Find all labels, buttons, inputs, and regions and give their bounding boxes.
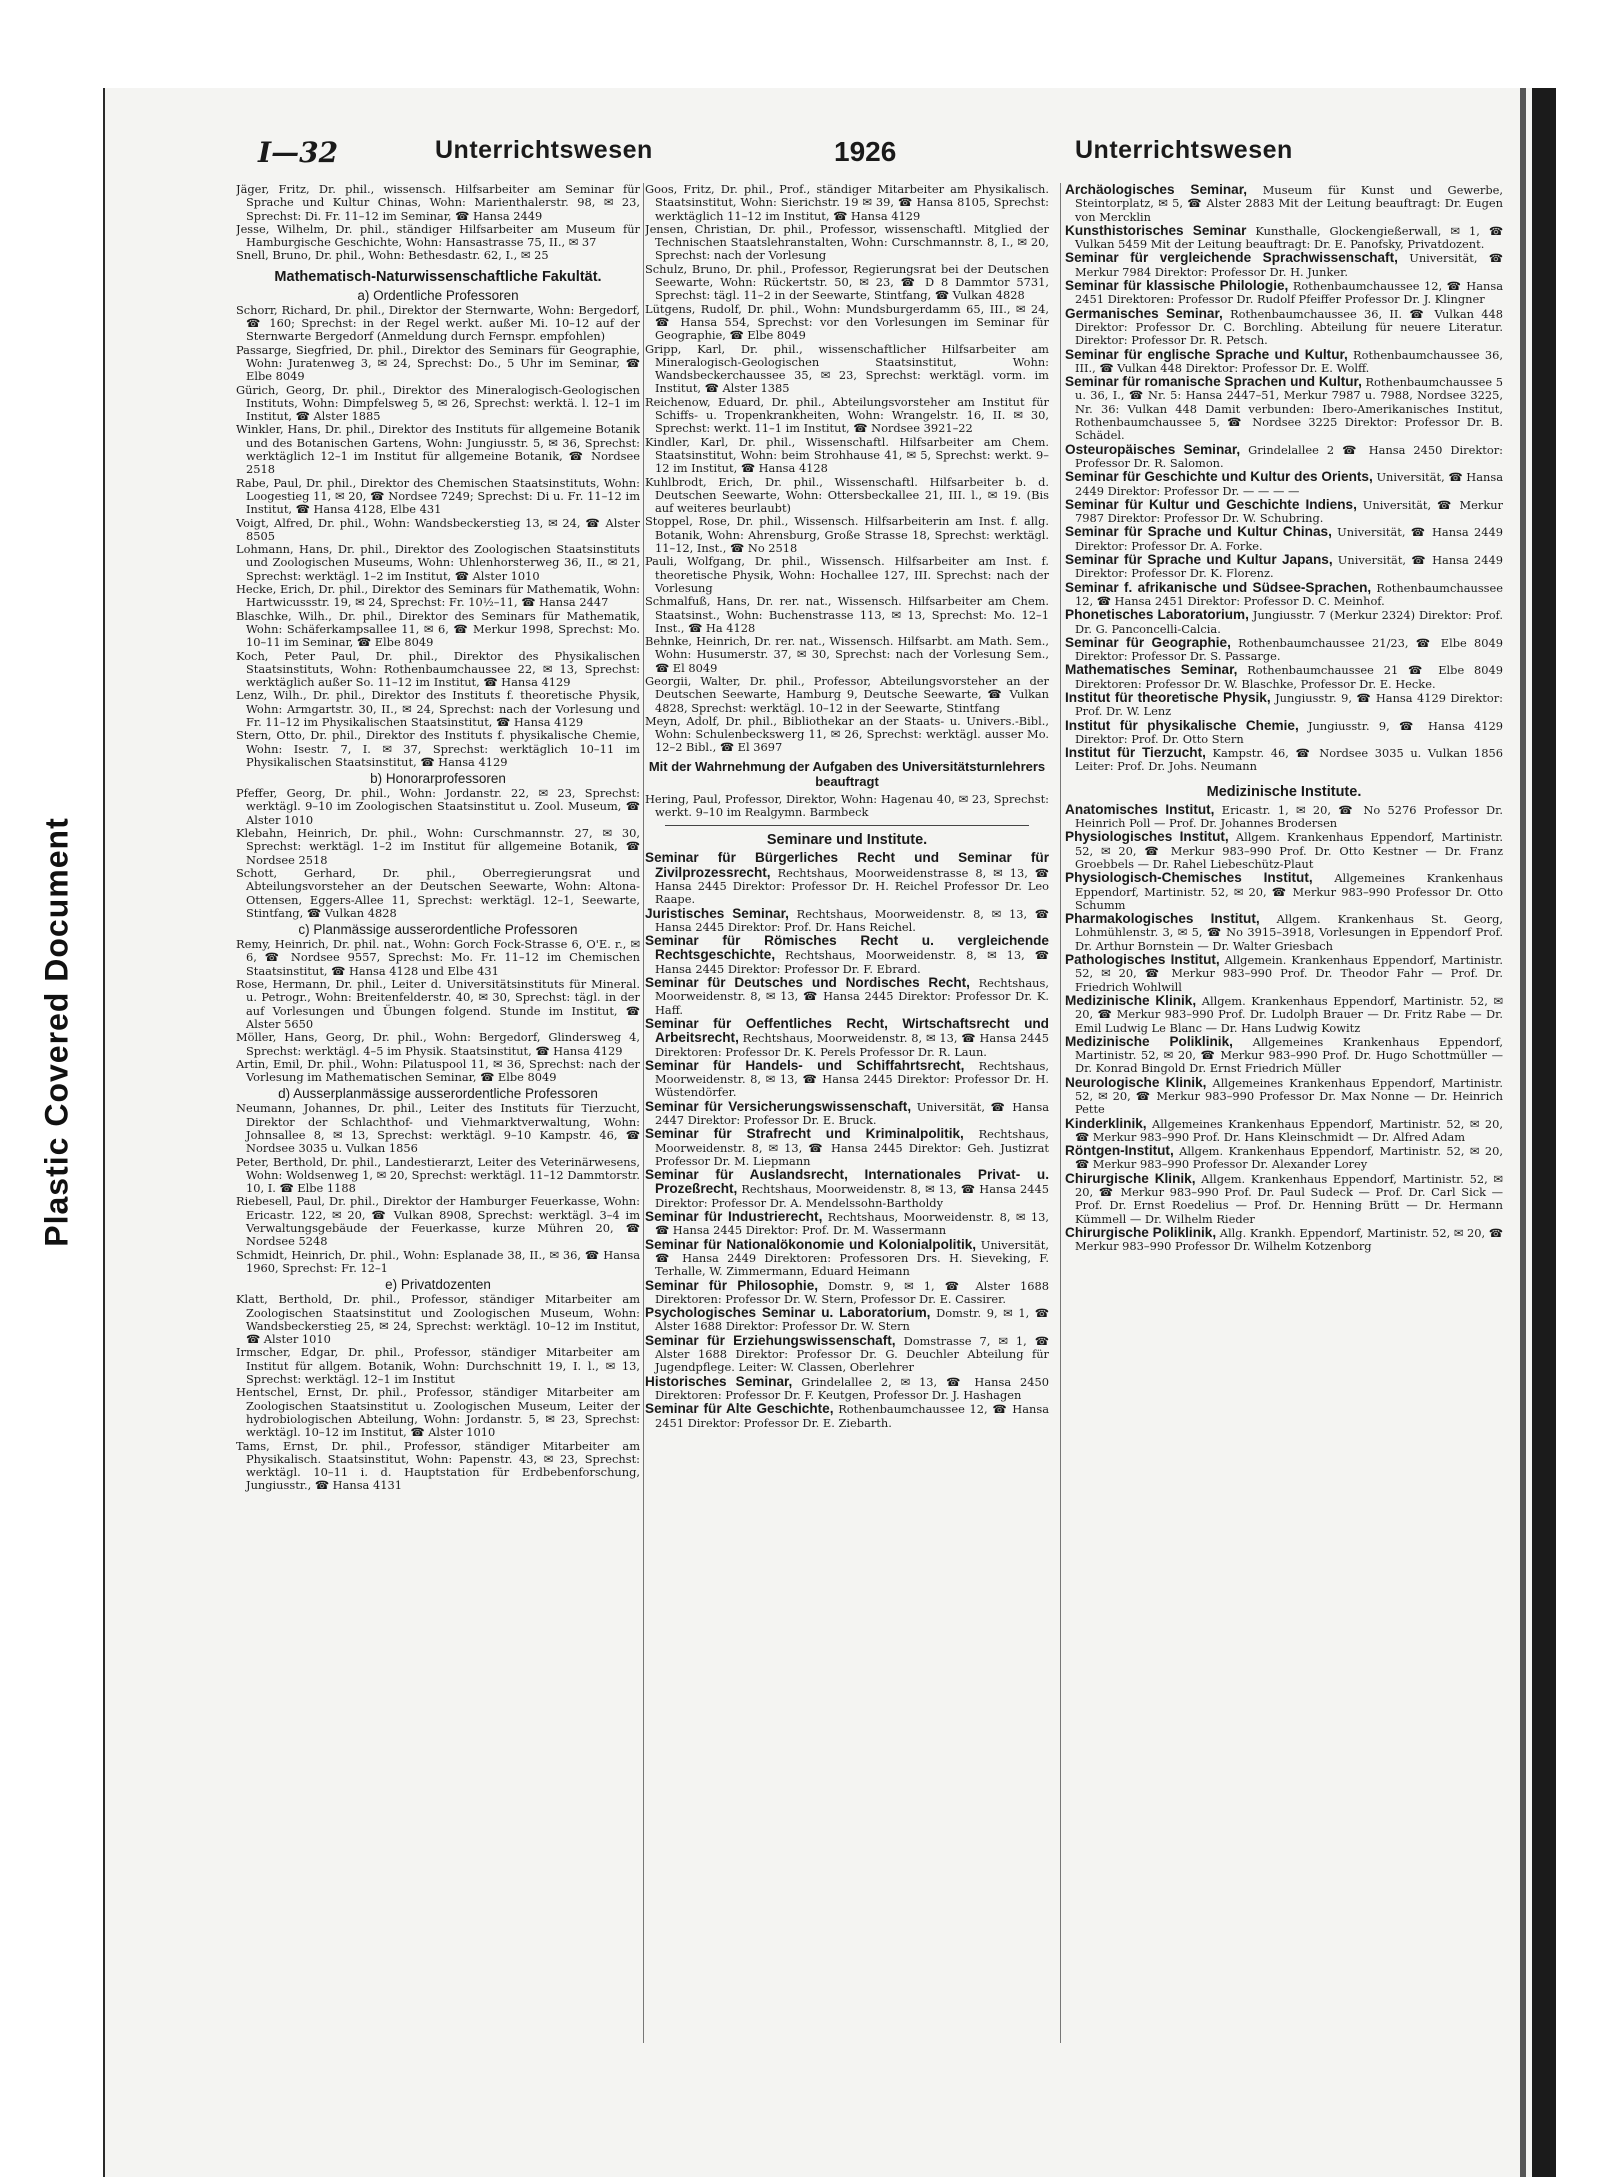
seminar-entry-title: Seminar für Industrierecht, (645, 1209, 823, 1225)
column-rule (643, 183, 644, 2043)
seminar-entry (645, 1059, 1049, 1100)
directory-entry: Schmalfuß, Hans, Dr. rer. nat., Wissensch. Hilfsarbeiter am Chem. Staatsinst., Wohn: Buchenstrasse 113, ✉ 13, Sprechst: Mo. 12–1 Inst., ☎ Ha 4128 (645, 594, 1049, 635)
medical-institute-entry-details: Ericastr. 1, ✉ 20, ☎ No 5276 Professor Dr. Heinrich Poll — Prof. Dr. Johannes Brodersen (1075, 802, 1503, 831)
professor-entry: Koch, Peter Paul, Dr. phil., Direktor des Physikalischen Staatsinstituts, Wohn: Rothenbaumchaussee 22, ✉ 13, Sprechst: werktäglich außer So. 11–12 im Institut, ☎ Hansa 4129 (236, 648, 640, 690)
plastic-covered-stamp: Plastic Covered Document (38, 817, 75, 1247)
medical-institute-entry-details: Allg. Krankh. Eppendorf, Martinistr. 52, ✉ 20, ☎ Merkur 983–990 Professor Dr. Wilhelm Kotzenborg (1075, 1225, 1503, 1254)
professor-entry: Neumann, Johannes, Dr. phil., Leiter des Instituts für Tierzucht, Direktor der Schlachthof- und Viehmarktverwaltung, Wohn: Johnsallee 8, ✉ 13, Sprechst: werktägl. 9–10 Kampstr. 46, ☎ Nordsee 3035 u. Vulkan 1856 (236, 1101, 640, 1156)
institute-entry-title: Institut für Tierzucht, (1065, 745, 1206, 761)
institute-entry (1065, 691, 1503, 719)
institute-entry-details: Rothenbaumchaussee 5 u. 36, I., ☎ Nr. 5: Hansa 2447–51, Merkur 7987 u. 7988, Nordsee 3225, Nr. 36: Vulkan 448 Damit verbunden: Ibero-Amerikanisches Institut, Rothenbaumchaussee 5, ☎ Nordsee 3225 Direktor: Professor Dr. B. Schädel. (1075, 375, 1503, 443)
seminar-entry-title: Historisches Seminar, (645, 1373, 793, 1389)
professor-entry: Schott, Gerhard, Dr. phil., Oberregierungsrat und Abteilungsvorsteher an der Deutschen Seewarte, Wohn: Altona-Ottensen, Eggers-Allee 11, Sprechst: werktägl. 12–1, Seewarte, Stintfang, ☎ Vulkan 4828 (236, 865, 640, 920)
seminar-entry (645, 1168, 1049, 1210)
institute-entry (1065, 746, 1503, 774)
running-title-right: Unterrichtswesen (1075, 136, 1293, 164)
institute-entry-details: Kampstr. 46, ☎ Nordsee 3035 u. Vulkan 1856 Leiter: Prof. Dr. Johs. Neumann (1075, 746, 1503, 774)
medical-institute-entry-title: Kinderklinik, (1065, 1115, 1147, 1131)
column-rule (1060, 183, 1061, 2043)
privatdozent-entry: Tams, Ernst, Dr. phil., Professor, ständiger Mitarbeiter am Physikalisch. Staatsinstitut, Wohn: Papenstr. 43, ✉ 23, Sprechst: werktägl. 10–11 i. d. Hauptstation für Erdbebenforschung, Jungiusstr., ☎ Hansa 4131 (236, 1438, 640, 1493)
professor-entry: Voigt, Alfred, Dr. phil., Wohn: Wandsbeckerstieg 13, ✉ 24, ☎ Alster 8505 (236, 515, 640, 543)
professor-entry: Gürich, Georg, Dr. phil., Direktor des Mineralogisch-Geologischen Instituts, Wohn: Dimpfelsweg 5, ✉ 26, Sprechst: werktä. l. 12–1 im Institut, ☎ Alster 1885 (236, 382, 640, 424)
seminar-entry (645, 976, 1049, 1017)
seminars-heading: Seminare und Institute. (766, 832, 928, 849)
institute-entry-details: Universität, ☎ Hansa 2449 Direktor: Professor Dr. K. Florenz. (1075, 553, 1503, 581)
seminar-entry (645, 1238, 1049, 1279)
medical-institute-entry (1065, 803, 1503, 831)
professor-entry: Schmidt, Heinrich, Dr. phil., Wohn: Esplanade 38, II., ✉ 36, ☎ Hansa 1960, Sprechst: Fr. 12–1 (236, 1247, 640, 1275)
medical-institute-entry-details: Allgem. Krankenhaus Eppendorf, Martinistr. 52, ✉ 20, ☎ Merkur 983–990 Prof. Dr. Paul Sudeck — Prof. Dr. Carl Sick — Prof. Dr. Ernst Roedelius — Prof. Dr. Henning Brütt — Dr. Hermann Kümmell — Dr. Wilhelm Rieder (1075, 1171, 1503, 1226)
medical-institute-entry-details: Allgemeines Krankenhaus Eppendorf, Martinistr. 52, ✉ 20, ☎ Merkur 983–990 Prof. Dr. Hugo Schottmüller — Dr. Konrad Bingold Dr. Ernst Friedrich Müller (1075, 1034, 1503, 1076)
seminar-entry-details: Domstr. 9, ✉ 1, ☎ Alster 1688 Direktor: Professor Dr. W. Stern (655, 1306, 1049, 1334)
directory-entry: Goos, Fritz, Dr. phil., Prof., ständiger Mitarbeiter am Physikalisch. Staatsinstitut, Wohn: Sierichstr. 19 ✉ 39, ☎ Hansa 8105, Sprechst: werktäglich 11–12 im Institut, ☎ Hansa 4129 (645, 183, 1049, 223)
institute-entry-title: Germanisches Seminar, (1065, 305, 1223, 321)
medical-institute-entry (1065, 1172, 1503, 1226)
institute-entry-title: Seminar für Sprache und Kultur Japans, (1065, 552, 1333, 568)
professor-entry: Winkler, Hans, Dr. phil., Direktor des Instituts für allgemeine Botanik und des Botanischen Gartens, Wohn: Jungiusstr. 5, ✉ 36, Sprechst: werktäglich 12–1 im Institut für allgemeine Botanik, ☎ Nordsee 2518 (236, 422, 640, 477)
directory-entry: Jesse, Wilhelm, Dr. phil., ständiger Hilfsarbeiter am Museum für Hamburgische Geschichte, Wohn: Hansastrasse 75, II., ✉ 37 (236, 221, 640, 250)
institute-entry-details: Universität, ☎ Merkur 7984 Direktor: Professor Dr. H. Junker. (1075, 251, 1503, 279)
seminar-entry-details: Rechtshaus, Moorweidenstr. 8, ✉ 13, ☎ Hansa 2445 Direktor: Professor Dr. K. Haff. (655, 976, 1049, 1017)
institute-entry (1065, 443, 1503, 471)
year-heading: 1926 (834, 136, 897, 167)
seminar-entry (645, 1375, 1049, 1403)
institute-entry-title: Seminar für romanische Sprachen und Kultur, (1065, 374, 1362, 390)
institute-entry (1065, 525, 1503, 553)
section-d-heading: d) Ausserplanmässige ausserordentliche Professoren (278, 1086, 598, 1102)
medical-institute-entry (1065, 1117, 1503, 1145)
medical-institute-entry (1065, 1226, 1503, 1254)
medical-institute-entry-details: Allgem. Krankenhaus Eppendorf, Martinistr. 52, ✉ 20, ☎ Merkur 983–990 Professor Dr. Alexander Lorey (1075, 1144, 1503, 1172)
institute-entry-details: Rothenbaumchaussee 12, ☎ Hansa 2451 Direktor: Professor D. C. Meinhof. (1075, 580, 1503, 608)
medical-institute-entry-title: Neurologische Klinik, (1065, 1074, 1207, 1090)
seminar-entry-title: Seminar für Erziehungswissenschaft, (645, 1332, 896, 1348)
seminar-entry-details: Rechtshaus, Moorweidenstr. 8, ✉ 13, ☎ Hansa 2445 Direktor: Professor Dr. H. Wüstendörfer. (655, 1058, 1049, 1100)
institute-entry (1065, 581, 1503, 609)
seminar-entry-title: Seminar für Oeffentliches Recht, Wirtschaftsrecht und Arbeitsrecht, (645, 1015, 1049, 1046)
institute-entry-title: Archäologisches Seminar, (1065, 183, 1248, 197)
directory-entry: Lütgens, Rudolf, Dr. phil., Wohn: Mundsburgerdamm 65, III., ✉ 24, ☎ Hansa 554, Sprechst: vor den Vorlesungen im Seminar für Geographie, ☎ Elbe 8049 (645, 301, 1049, 343)
medical-institute-entry-details: Allgem. Krankenhaus St. Georg, Lohmühlenstr. 3, ✉ 5, ☎ No 3915–3918, Vorlesungen in Eppendorf Prof. Dr. Arthur Bornstein — Dr. Walter Griesbach (1075, 912, 1503, 953)
directory-entry: Behnke, Heinrich, Dr. rer. nat., Wissensch. Hilfsarbt. am Math. Sem., Wohn: Husumerstr. 37, ✉ 30, Sprechst: nach der Vorlesung Sem., ☎ El 8049 (645, 634, 1049, 675)
institute-entry-title: Kunsthistorisches Seminar (1065, 222, 1247, 238)
seminar-entry-details: Domstrasse 7, ✉ 1, ☎ Alster 1688 Direktor: Professor Dr. G. Deuchler Abteilung für Jugendpflege. Leiter: W. Classen, Oberlehrer (655, 1333, 1049, 1375)
medical-institute-entry (1065, 871, 1503, 912)
seminar-entry (645, 934, 1049, 976)
seminar-entry-details: Grindelallee 2, ✉ 13, ☎ Hansa 2450 Direktoren: Professor Dr. F. Keutgen, Professor Dr. J. Hashagen (655, 1374, 1049, 1402)
medical-institute-entry-details: Allgemeines Krankenhaus Eppendorf, Martinistr. 52, ✉ 20, ☎ Merkur 983–990 Professor Dr. Max Nonne — Dr. Heinrich Pette (1075, 1075, 1503, 1117)
professor-entry: Rose, Hermann, Dr. phil., Leiter d. Universitätsinstituts für Mineral. u. Petrogr., Wohn: Breitenfelderstr. 40, ✉ 30, Sprechst: tägl. in der auf Vorlesungen und Übungen folgend. Stunde im Institut, ☎ Alster 5650 (236, 977, 640, 1031)
directory-entry: Pauli, Wolfgang, Dr. phil., Wissensch. Hilfsarbeiter am Inst. f. theoretische Physik, Wohn: Hochallee 127, III. Sprechst: nach der Vorlesung (645, 554, 1049, 595)
professor-entry: Schorr, Richard, Dr. phil., Direktor der Sternwarte, Wohn: Bergedorf, ☎ 160; Sprechst: in der Regel werkt. außer Mi. 10–12 auf der Sternwarte Bergedorf (Anmeldung durch Fernspr. empfohlen) (236, 302, 640, 344)
directory-entry: Hering, Paul, Professor, Direktor, Wohn: Hagenau 40, ✉ 23, Sprechst: werkt. 9–10 im Realgymn. Barmbeck (645, 791, 1049, 820)
professor-entry: Lohmann, Hans, Dr. phil., Direktor des Zoologischen Staatsinstituts und Zoologischen Museums, Wohn: Uhlenhorsterweg 36, II., ✉ 21, Sprechst: werktägl. 1–2 im Institut, ☎ Alster 1010 (236, 542, 640, 583)
directory-entry: Kuhlbrodt, Erich, Dr. phil., Wissenschaftl. Hilfsarbeiter b. d. Deutschen Seewarte, Wohn: Ottersbeckallee 21, III. l., ✉ 19. (Bis auf weiteres beurlaubt) (645, 474, 1049, 516)
institute-entry-title: Mathematisches Seminar, (1065, 662, 1238, 678)
medical-institute-entry-details: Allgemeines Krankenhaus Eppendorf, Martinistr. 52, ✉ 20, ☎ Merkur 983–990 Prof. Dr. Hans Kleinschmidt — Dr. Alfred Adam (1075, 1116, 1503, 1144)
institute-entry-title: Seminar für Kultur und Geschichte Indiens, (1065, 496, 1357, 512)
institute-entry-details: Grindelallee 2 ☎ Hansa 2450 Direktor: Professor Dr. R. Salomon. (1075, 442, 1503, 470)
section-e-heading: e) Privatdozenten (385, 1277, 491, 1293)
medical-institute-entry (1065, 830, 1503, 871)
institute-entry (1065, 608, 1503, 636)
institute-entry-details: Rothenbaumchaussee 36, II. ☎ Vulkan 448 Direktor: Professor Dr. C. Borchling. Abteilung für neuere Literatur. Direktor: Professor Dr. R. Petsch. (1075, 306, 1503, 348)
institute-entry-title: Institut für theoretische Physik, (1065, 689, 1271, 705)
seminar-entry-title: Seminar für Bürgerliches Recht und Seminar für Zivilprozessrecht, (645, 850, 1049, 880)
institute-entry-details: Jungiusstr. 9, ☎ Hansa 4129 Direktor: Prof. Dr. W. Lenz (1075, 690, 1503, 719)
section-c-heading: c) Planmässige ausserordentliche Professoren (298, 922, 578, 938)
seminar-entry-title: Seminar für Alte Geschichte, (645, 1401, 834, 1417)
medical-institute-entry (1065, 1144, 1503, 1172)
professor-entry: Stern, Otto, Dr. phil., Direktor des Instituts f. physikalische Chemie, Wohn: Isestr. 7, I. ✉ 37, Sprechst: werktäglich 10–11 im Physikalischen Staatsinstitut, ☎ Hansa 4129 (236, 728, 640, 769)
professor-entry: Pfeffer, Georg, Dr. phil., Wohn: Jordanstr. 22, ✉ 23, Sprechst: werktägl. 9–10 im Zoologischen Staatsinstitut u. Zool. Museum, ☎ Alster 1010 (236, 786, 640, 827)
directory-entry: Jensen, Christian, Dr. phil., Professor, wissenschaftl. Mitglied der Technischen Staatslehranstalten, Wohn: Curschmannstr. 8, I., ✉ 20, Sprechst: nach der Vorlesung (645, 221, 1049, 263)
professor-entry: Artin, Emil, Dr. phil., Wohn: Pilatuspool 11, ✉ 36, Sprechst: nach der Vorlesung im Mathematischen Seminar, ☎ Elbe 8049 (236, 1056, 640, 1085)
institute-entry-details: Jungiusstr. 7 (Merkur 2324) Direktor: Prof. Dr. G. Panconcelli-Calcia. (1075, 608, 1503, 636)
professor-entry: Peter, Berthold, Dr. phil., Landestierarzt, Leiter des Veterinärwesens, Wohn: Woldsenweg 1, ✉ 20, Sprechst: werktägl. 11–12 Dammtorstr. 10, I. ☎ Elbe 1188 (236, 1154, 640, 1196)
institute-entry-details: Universität, ☎ Hansa 2449 Direktor: Professor Dr. A. Forke. (1075, 525, 1503, 553)
seminar-entry (645, 1279, 1049, 1307)
institute-entry (1065, 470, 1503, 498)
institute-entry-title: Institut für physikalische Chemie, (1065, 717, 1299, 733)
institute-entry (1065, 307, 1503, 348)
directory-entry: Meyn, Adolf, Dr. phil., Bibliothekar an der Staats- u. Univers.-Bibl., Wohn: Schulenbeckswerg 11, ✉ 26, Sprechst: werktägl. ausser Mo. 12–2 Bibl., ☎ El 3697 (645, 713, 1049, 755)
institute-entry-title: Seminar für klassische Philologie, (1065, 278, 1289, 294)
institute-entry-details: Museum für Kunst und Gewerbe, Steintorplatz, ✉ 5, ☎ Alster 2883 Mit der Leitung beauftragt: Dr. Eugen von Mercklin (1075, 183, 1503, 224)
directory-entry: Schulz, Bruno, Dr. phil., Professor, Regierungsrat bei der Deutschen Seewarte, Wohn: Rückertstr. 50, ✉ 23, ☎ D 8 Dammtor 5731, Sprechst: tägl. 11–2 in der Seewarte, Stintfang, ☎ Vulkan 4828 (645, 261, 1049, 303)
institute-entry-title: Osteuropäisches Seminar, (1065, 441, 1241, 457)
seminar-entry-title: Seminar für Versicherungswissenschaft, (645, 1098, 912, 1114)
directory-entry: Gripp, Karl, Dr. phil., wissenschaftlicher Hilfsarbeiter am Mineralogisch-Geologischen Staatsinstitut, Wohn: Wandsbeckerchaussee 35, ✉ 23, Sprechst: werktägl. vorm. im Institut, ☎ Alster 1385 (645, 341, 1049, 396)
directory-entry: Georgii, Walter, Dr. phil., Professor, Abteilungsvorsteher an der Deutschen Seewarte, Hamburg 9, Deutsche Seewarte, ☎ Vulkan 4828, Sprechst: werktägl. 10–12 in der Seewarte, Stintfang (645, 673, 1049, 715)
institute-entry (1065, 348, 1503, 376)
medical-institute-entry-title: Medizinische Klinik, (1065, 992, 1197, 1008)
medical-institute-entry-title: Physiologisch-Chemisches Institut, (1065, 870, 1313, 886)
seminar-entry (645, 1100, 1049, 1128)
professor-entry: Klebahn, Heinrich, Dr. phil., Wohn: Curschmannstr. 27, ✉ 30, Sprechst: werktägl. 1–2 im Institut für allgemeine Botanik, ☎ Nordsee 2518 (236, 826, 640, 867)
seminar-entry-title: Juristisches Seminar, (645, 905, 789, 921)
institute-entry-title: Seminar für vergleichende Sprachwissenschaft, (1065, 250, 1398, 266)
seminar-entry-details: Rechtshaus, Moorweidenstr. 8, ✉ 13, ☎ Hansa 2445 Direktor: Prof. Dr. M. Wassermann (655, 1210, 1049, 1238)
directory-entry: Reichenow, Eduard, Dr. phil., Abteilungsvorsteher am Institut für Schiffs- u. Tropenkrankheiten, Wohn: Wrangelstr. 16, II. ✉ 30, Sprechst: werkt. 11–1 im Institut, ☎ Nordsee 3921–22 (645, 394, 1049, 436)
institute-entry-title: Seminar für Geographie, (1065, 634, 1231, 650)
medical-institute-entry-details: Allgemeines Krankenhaus Eppendorf, Martinistr. 52, ✉ 20, ☎ Merkur 983–990 Professor Dr. Otto Schumm (1075, 871, 1503, 912)
medical-institute-entry-title: Chirurgische Poliklinik, (1065, 1224, 1217, 1240)
seminar-entry-title: Seminar für Strafrecht und Kriminalpolitik, (645, 1126, 964, 1142)
seminar-entry-title: Seminar für Nationalökonomie und Kolonialpolitik, (645, 1236, 977, 1252)
institute-entry-details: Rothenbaumchaussee 21 ☎ Elbe 8049 Direktoren: Professor Dr. W. Blaschke, Professor Dr. E. Hecke. (1075, 663, 1503, 691)
professor-entry: Möller, Hans, Georg, Dr. phil., Wohn: Bergedorf, Glindersweg 4, Sprechst: werktägl. 4–5 im Physik. Staatsinstitut, ☎ Hansa 4129 (236, 1030, 640, 1058)
seminar-entry (645, 907, 1049, 935)
seminar-entry-details: Rechtshaus, Moorweidenstrasse 8, ✉ 13, ☎ Hansa 2445 Direktor: Professor Dr. H. Reichel Professor Dr. Leo Raape. (655, 865, 1049, 907)
privatdozent-entry: Klatt, Berthold, Dr. phil., Professor, ständiger Mitarbeiter am Zoologischen Staatsinstitut und Zoologischen Museum, Wohn: Wandsbeckerstieg 25, ✉ 24, Sprechst: werktägl. 10–12 im Institut, ☎ Alster 1010 (236, 1292, 640, 1347)
institute-entry-title: Seminar für Sprache und Kultur Chinas, (1065, 524, 1332, 540)
seminar-entry-details: Rechtshaus, Moorweidenstr. 8, ✉ 13, ☎ Hansa 2445 Direktor: Professor Dr. F. Ebrard. (655, 948, 1049, 976)
section-b-heading: b) Honorarprofessoren (370, 771, 506, 787)
seminar-entry-details: Rechtshaus, Moorweidenstr. 8, ✉ 13, ☎ Hansa 2445 Direktor: Prof. Dr. Hans Reichel. (655, 906, 1049, 934)
directory-entry: Jäger, Fritz, Dr. phil., wissensch. Hilfsarbeiter am Seminar für Sprache und Kultur Chinas, Wohn: Marienthalerstr. 98, ✉ 23, Sprechst: Di. Fr. 11–12 im Seminar, ☎ Hansa 2449 (236, 183, 640, 223)
directory-entry: Kindler, Karl, Dr. phil., Wissenschaftl. Hilfsarbeiter am Chem. Staatsinstitut, Wohn: beim Strohhause 41, ✉ 5, Sprechst: werkt. 9–12 im Institut, ☎ Hansa 4128 (645, 434, 1049, 476)
medical-institute-entry-title: Medizinische Poliklinik, (1065, 1033, 1233, 1049)
institute-entry (1065, 183, 1503, 224)
page-number: I—32 (258, 136, 339, 169)
institute-entry-title: Phonetisches Laboratorium, (1065, 607, 1249, 623)
medical-institute-entry-title: Röntgen-Institut, (1065, 1143, 1174, 1159)
institute-entry (1065, 663, 1503, 691)
institute-entry-details: Rothenbaumchaussee 12, ☎ Hansa 2451 Direktoren: Professor Dr. Rudolf Pfeiffer Professor Dr. J. Klingner (1075, 279, 1503, 307)
seminar-entry (645, 1127, 1049, 1168)
professor-entry: Riebesell, Paul, Dr. phil., Direktor der Hamburger Feuerkasse, Wohn: Ericastr. 122, ✉ 20, ☎ Vulkan 8908, Sprechst: werktägl. 3–4 im Verwaltungsgebäude der Feuerkasse, kurze Mühren 20, ☎ Nordsee 5248 (236, 1194, 640, 1249)
medical-institute-entry-title: Anatomisches Institut, (1065, 801, 1215, 817)
institute-entry (1065, 719, 1503, 747)
medical-institute-entry (1065, 953, 1503, 994)
gymnastics-teacher-note: Mit der Wahrnehmung der Aufgaben des Universitätsturnlehrers beauftragt (648, 758, 1046, 789)
seminar-entry-title: Seminar für Handels- und Schiffahrtsrecht, (645, 1057, 965, 1073)
medical-institute-entry-details: Allgemein. Krankenhaus Eppendorf, Martinistr. 52, ✉ 20, ☎ Merkur 983–990 Prof. Dr. Theodor Fahr — Prof. Dr. Friedrich Wohlwill (1075, 953, 1503, 994)
institute-entry (1065, 636, 1503, 664)
running-title-left: Unterrichtswesen (435, 136, 653, 164)
institute-entry-details: Rothenbaumchaussee 36, III., ☎ Vulkan 448 Direktor: Professor Dr. E. Wolff. (1075, 347, 1503, 375)
medical-institute-entry-title: Physiologisches Institut, (1065, 829, 1229, 845)
professor-entry: Blaschke, Wilh., Dr. phil., Direktor des Seminars für Mathematik, Wohn: Schäferkampsallee 11, ✉ 6, ☎ Merkur 1998, Sprechst: Mo. 10–11 im Seminar, ☎ Elbe 8049 (236, 608, 640, 650)
seminar-entry-details: Universität, ☎ Hansa 2447 Direktor: Professor Dr. E. Bruck. (655, 1099, 1049, 1127)
seminar-entry-details: Universität, ☎ Hansa 2449 Direktoren: Professoren Drs. H. Sieveking, F. Terhalle, W. Zimmermann, Eduard Heimann (655, 1237, 1049, 1279)
seminar-entry (645, 1210, 1049, 1238)
medical-institutes-heading: Medizinische Institute. (1206, 783, 1362, 800)
institute-entry-details: Universität, ☎ Hansa 2449 Direktor: Professor Dr. — — — — (1075, 470, 1503, 498)
seminar-entry-details: Domstr. 9, ✉ 1, ☎ Alster 1688 Direktoren: Professor Dr. W. Stern, Professor Dr. E. Cassirer. (655, 1278, 1049, 1306)
institute-entry (1065, 251, 1503, 279)
seminar-entry-title: Seminar für Auslandsrecht, Internationales Privat- u. Prozeßrecht, (645, 1167, 1049, 1197)
column-3 (1065, 183, 1503, 2143)
seminar-entry (645, 1306, 1049, 1334)
seminar-entry (645, 851, 1049, 906)
institute-entry (1065, 498, 1503, 526)
medical-institute-entry (1065, 1035, 1503, 1076)
institute-entry (1065, 224, 1503, 252)
medical-institute-entry (1065, 912, 1503, 953)
seminar-entry-title: Seminar für Römisches Recht u. vergleichende Rechtsgeschichte, (645, 933, 1049, 963)
institute-entry-title: Seminar f. afrikanische und Südsee-Sprachen, (1065, 579, 1372, 595)
seminar-entry-details: Rechtshaus, Moorweidenstr. 8, ✉ 13, ☎ Hansa 2445 Direktor: Professor Dr. A. Mendelssohn-Bartholdy (655, 1182, 1049, 1210)
institute-entry-details: Rothenbaumchaussee 21/23, ☎ Elbe 8049 Direktor: Professor Dr. S. Passarge. (1075, 635, 1503, 664)
privatdozent-entry: Hentschel, Ernst, Dr. phil., Professor, ständiger Mitarbeiter am Zoologischen Staatsinstitut u. Zoologischen Museum, Leiter der hydrobiologischen Abteilung, Wohn: Jordanstr. 5, ✉ 23, Sprechst: werktägl. 10–12 im Institut, ☎ Alster 1010 (236, 1385, 640, 1440)
seminar-entry (645, 1017, 1049, 1059)
seminar-entry-details: Rothenbaumchaussee 12, ☎ Hansa 2451 Direktor: Professor Dr. E. Ziebarth. (655, 1402, 1049, 1430)
seminar-entry-title: Seminar für Deutsches und Nordisches Recht, (645, 975, 970, 991)
seminar-entry (645, 1402, 1049, 1430)
institute-entry-details: Kunsthalle, Glockengießerwall, ✉ 1, ☎ Vulkan 5459 Mit der Leitung beauftragt: Dr. E. Panofsky, Privatdozent. (1075, 223, 1503, 252)
directory-entry: Snell, Bruno, Dr. phil., Wohn: Bethesdastr. 62, I., ✉ 25 (236, 248, 549, 263)
seminar-entry-title: Psychologisches Seminar u. Laboratorium, (645, 1305, 931, 1321)
page-edge-binding (1532, 88, 1556, 2177)
seminar-entry-details: Rechtshaus, Moorweidenstr. 8, ✉ 13, ☎ Hansa 2445 Direktor: Geh. Justizrat Professor Dr. M. Liepmann (655, 1127, 1049, 1168)
institute-entry (1065, 375, 1503, 442)
professor-entry: Passarge, Siegfried, Dr. phil., Direktor des Seminars für Geographie, Wohn: Juratenweg 3, ✉ 24, Sprechst: Do., 5 Uhr im Seminar, ☎ Elbe 8049 (236, 342, 640, 384)
institute-entry-title: Seminar für englische Sprache und Kultur, (1065, 346, 1348, 362)
medical-institute-entry-details: Allgem. Krankenhaus Eppendorf, Martinistr. 52, ✉ 20, ☎ Merkur 983–990 Prof. Dr. Ludolph Brauer — Dr. Fritz Rabe — Dr. Emil Ludwig Le Blanc — Dr. Hans Ludwig Kowitz (1075, 993, 1503, 1035)
faculty-heading: Mathematisch-Naturwissenschaftliche Fakultät. (274, 268, 602, 285)
directory-entry: Stoppel, Rose, Dr. phil., Wissensch. Hilfsarbeiterin am Inst. f. allg. Botanik, Wohn: Ahrensburg, Große Strasse 18, Sprechst: werktägl. 11–12, Inst., ☎ No 2518 (645, 514, 1049, 556)
institute-entry-details: Jungiusstr. 9, ☎ Hansa 4129 Direktor: Prof. Dr. Otto Stern (1075, 718, 1503, 746)
seminar-entry-title: Seminar für Philosophie, (645, 1277, 819, 1293)
medical-institute-entry (1065, 1076, 1503, 1117)
professor-entry: Hecke, Erich, Dr. phil., Direktor des Seminars für Mathematik, Wohn: Hartwicussstr. 19, ✉ 24, Sprechst: Fr. 10½–11, ☎ Hansa 2447 (236, 582, 640, 610)
professor-entry: Remy, Heinrich, Dr. phil. nat., Wohn: Gorch Fock-Strasse 6, O'E. r., ✉ 6, ☎ Nordsee 9557, Sprechst: Mo. Fr. 11–12 im Chemischen Staatsinstitut, ☎ Hansa 4128 und Elbe 431 (236, 937, 640, 978)
seminar-entry (645, 1334, 1049, 1375)
institute-entry (1065, 553, 1503, 581)
medical-institute-entry-title: Pharmakologisches Institut, (1065, 911, 1260, 927)
institute-entry-details: Universität, ☎ Merkur 7987 Direktor: Professor Dr. W. Schubring. (1075, 497, 1503, 526)
column-2 (645, 183, 1049, 2143)
professor-entry: Lenz, Wilh., Dr. phil., Direktor des Instituts f. theoretische Physik, Wohn: Armgartstr. 30, II., ✉ 24, Sprechst: nach der Vorlesung und Fr. 11–12 im Physikalischen Staatsinstitut, ☎ Hansa 4129 (236, 688, 640, 729)
institute-entry (1065, 279, 1503, 307)
seminar-entry-details: Rechtshaus, Moorweidenstr. 8, ✉ 13, ☎ Hansa 2445 Direktoren: Professor Dr. K. Perels Professor Dr. R. Laun. (655, 1031, 1049, 1059)
medical-institute-entry-details: Allgem. Krankenhaus Eppendorf, Martinistr. 52, ✉ 20, ☎ Merkur 983–990 Prof. Dr. Otto Kestner — Dr. Franz Groebbels — Dr. Rahel Liebeschütz-Plaut (1075, 830, 1503, 871)
page-edge-shadow (1520, 88, 1526, 2177)
column-1 (236, 183, 640, 2143)
professor-entry: Rabe, Paul, Dr. phil., Direktor des Chemischen Staatsinstituts, Wohn: Loogestieg 11, ✉ 20, ☎ Nordsee 7249; Sprechst: Di u. Fr. 11–12 im Institut, ☎ Hansa 4128, Elbe 431 (236, 475, 640, 517)
medical-institute-entry (1065, 994, 1503, 1035)
section-a-heading: a) Ordentliche Professoren (357, 287, 519, 303)
medical-institute-entry-title: Pathologisches Institut, (1065, 952, 1220, 968)
institute-entry-title: Seminar für Geschichte und Kultur des Orients, (1065, 469, 1373, 485)
privatdozent-entry: Irmscher, Edgar, Dr. phil., Professor, ständiger Mitarbeiter am Institut für allgem. Botanik, Wohn: Durchschnitt 19, I. l., ✉ 13, Sprechst: werktägl. 12–1 im Institut (236, 1345, 640, 1387)
medical-institute-entry-title: Chirurgische Klinik, (1065, 1170, 1196, 1186)
